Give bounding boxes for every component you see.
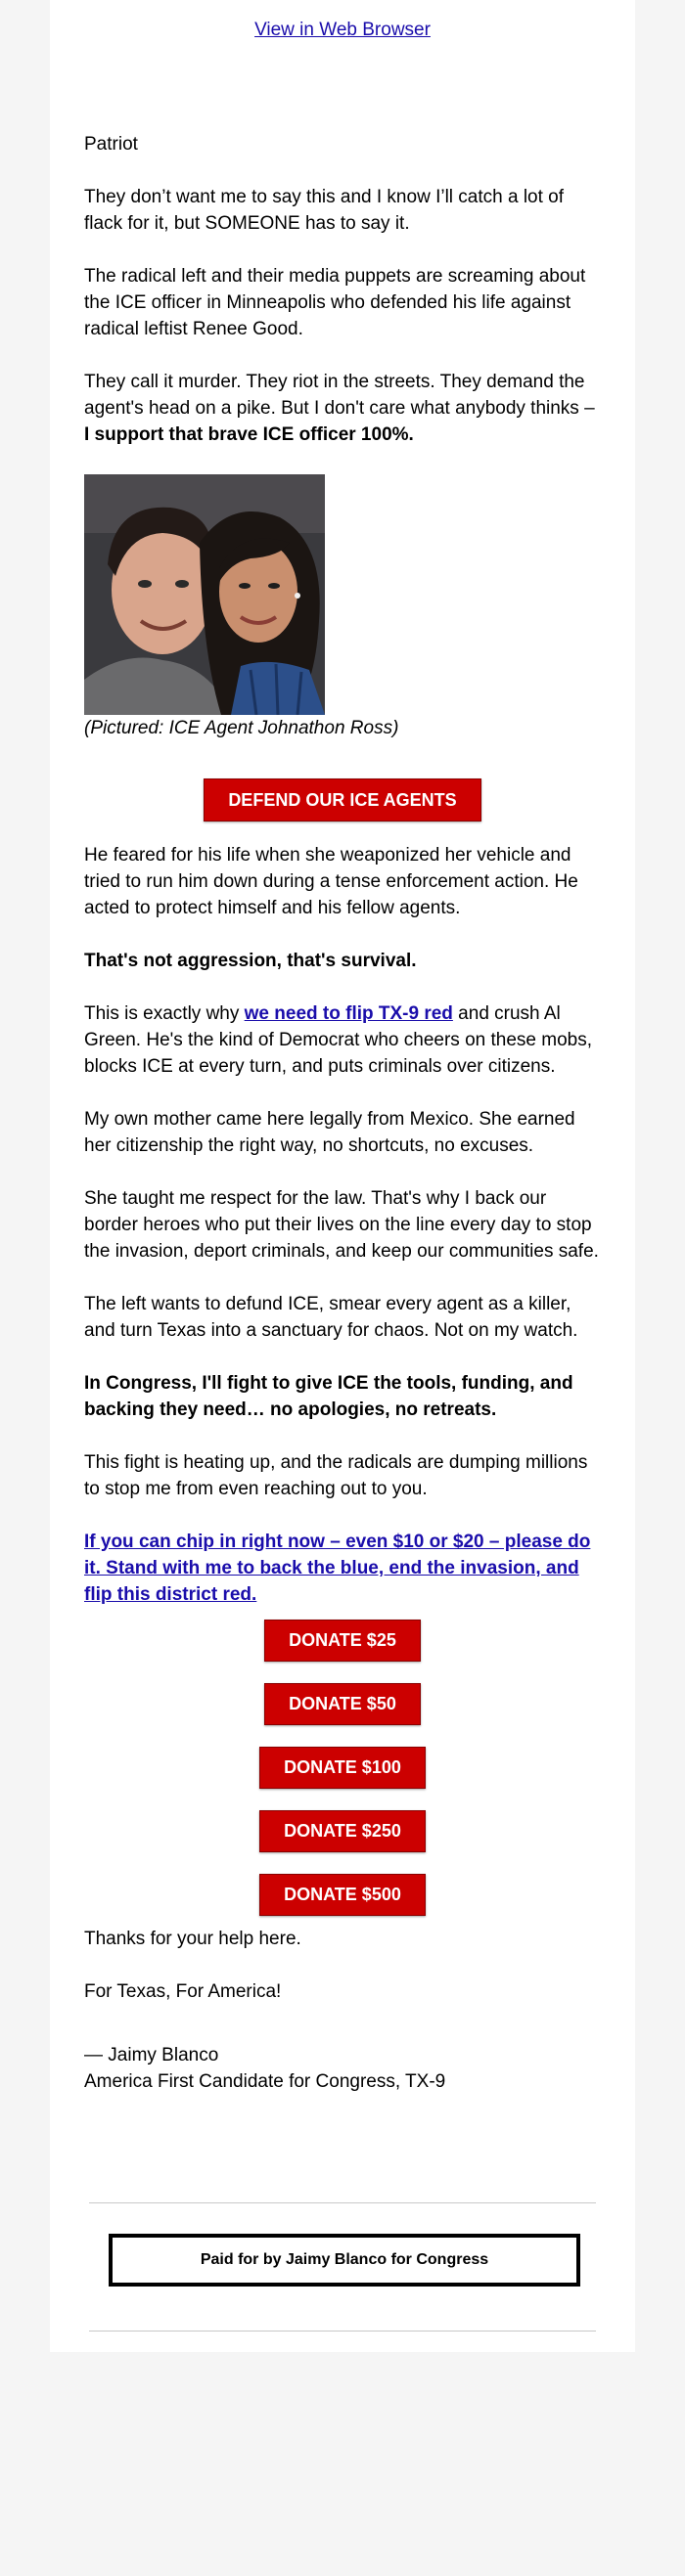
photo-illustration	[84, 474, 325, 715]
donate-button-group	[84, 1620, 601, 1916]
paragraph-6-pre: This is exactly why	[84, 1003, 245, 1024]
paragraph-6-post: and crush Al Green. He's the kind of Democrat who cheers on these mobs, blocks ICE at every turn, and puts criminals over citizens.	[84, 1003, 592, 1077]
paragraph-10-bold: In Congress, I'll fight to give ICE the tools, funding, and backing they need… no apologies, no retreats.	[84, 1373, 573, 1420]
paragraph-8: She taught me respect for the law. That's why I back our border heroes who put their lives on the line every day to stop the invasion, deport criminals, and keep our communities safe.	[84, 1188, 599, 1262]
paragraph-9: The left wants to defund ICE, smear every agent as a killer, and turn Texas into a sanctuary for chaos. Not on my watch.	[84, 1294, 578, 1341]
chip-in-link[interactable]: If you can chip in right now – even $10 or $20 – please do it. Stand with me to back the blue, end the invasion, and flip this district red.	[84, 1532, 591, 1605]
agent-photo	[84, 474, 325, 715]
donate-25-button[interactable]: DONATE $25	[264, 1620, 421, 1662]
photo-caption: (Pictured: ICE Agent Johnathon Ross)	[84, 718, 399, 738]
paragraph-5	[84, 948, 601, 974]
view-in-browser-link[interactable]: View in Web Browser	[254, 20, 431, 40]
footer-divider-bottom	[89, 2331, 596, 2332]
signature-name: — Jaimy Blanco	[84, 2045, 219, 2065]
paragraph-3-text: They call it murder. They riot in the streets. They demand the agent's head on a pike. But I don't care what anybody thinks –	[84, 372, 595, 419]
paragraph-1: They don’t want me to say this and I know I’ll catch a lot of flack for it, but SOMEONE has to say it.	[84, 187, 565, 234]
footer-divider-top	[89, 2202, 596, 2203]
paragraph-5-bold: That's not aggression, that's survival.	[84, 951, 417, 971]
paragraph-6	[84, 1000, 601, 1080]
flip-tx9-link[interactable]: we need to flip TX-9 red	[244, 1003, 453, 1024]
signature-title: America First Candidate for Congress, TX-9	[84, 2071, 446, 2092]
paid-for-disclaimer: Paid for by Jaimy Blanco for Congress	[109, 2234, 580, 2287]
paragraph-11: This fight is heating up, and the radicals are dumping millions to stop me from even reaching out to you.	[84, 1452, 588, 1499]
paragraph-7: My own mother came here legally from Mexico. She earned her citizenship the right way, no shortcuts, no excuses.	[84, 1109, 575, 1156]
photo-block	[84, 474, 601, 715]
donate-500-button[interactable]: DONATE $500	[259, 1874, 426, 1916]
donate-100-button[interactable]: DONATE $100	[259, 1747, 426, 1789]
paragraph-2: The radical left and their media puppets are screaming about the ICE officer in Minneapolis who defended his life against radical leftist Renee Good.	[84, 266, 586, 339]
thanks-text: Thanks for your help here.	[84, 1929, 301, 1949]
paragraph-3-bold: I support that brave ICE officer 100%.	[84, 424, 414, 445]
motto-text: For Texas, For America!	[84, 1981, 282, 2002]
donate-250-button[interactable]: DONATE $250	[259, 1810, 426, 1852]
paragraph-3	[84, 369, 601, 448]
paragraph-12	[84, 1529, 601, 1608]
email-body	[84, 131, 601, 2095]
paragraph-10	[84, 1370, 601, 1423]
greeting: Patriot	[84, 134, 138, 155]
donate-50-button[interactable]: DONATE $50	[264, 1683, 421, 1725]
defend-ice-agents-button[interactable]: DEFEND OUR ICE AGENTS	[204, 778, 481, 822]
paragraph-4: He feared for his life when she weaponized her vehicle and tried to run him down during a tense enforcement action. He acted to protect himself and his fellow agents.	[84, 845, 578, 918]
